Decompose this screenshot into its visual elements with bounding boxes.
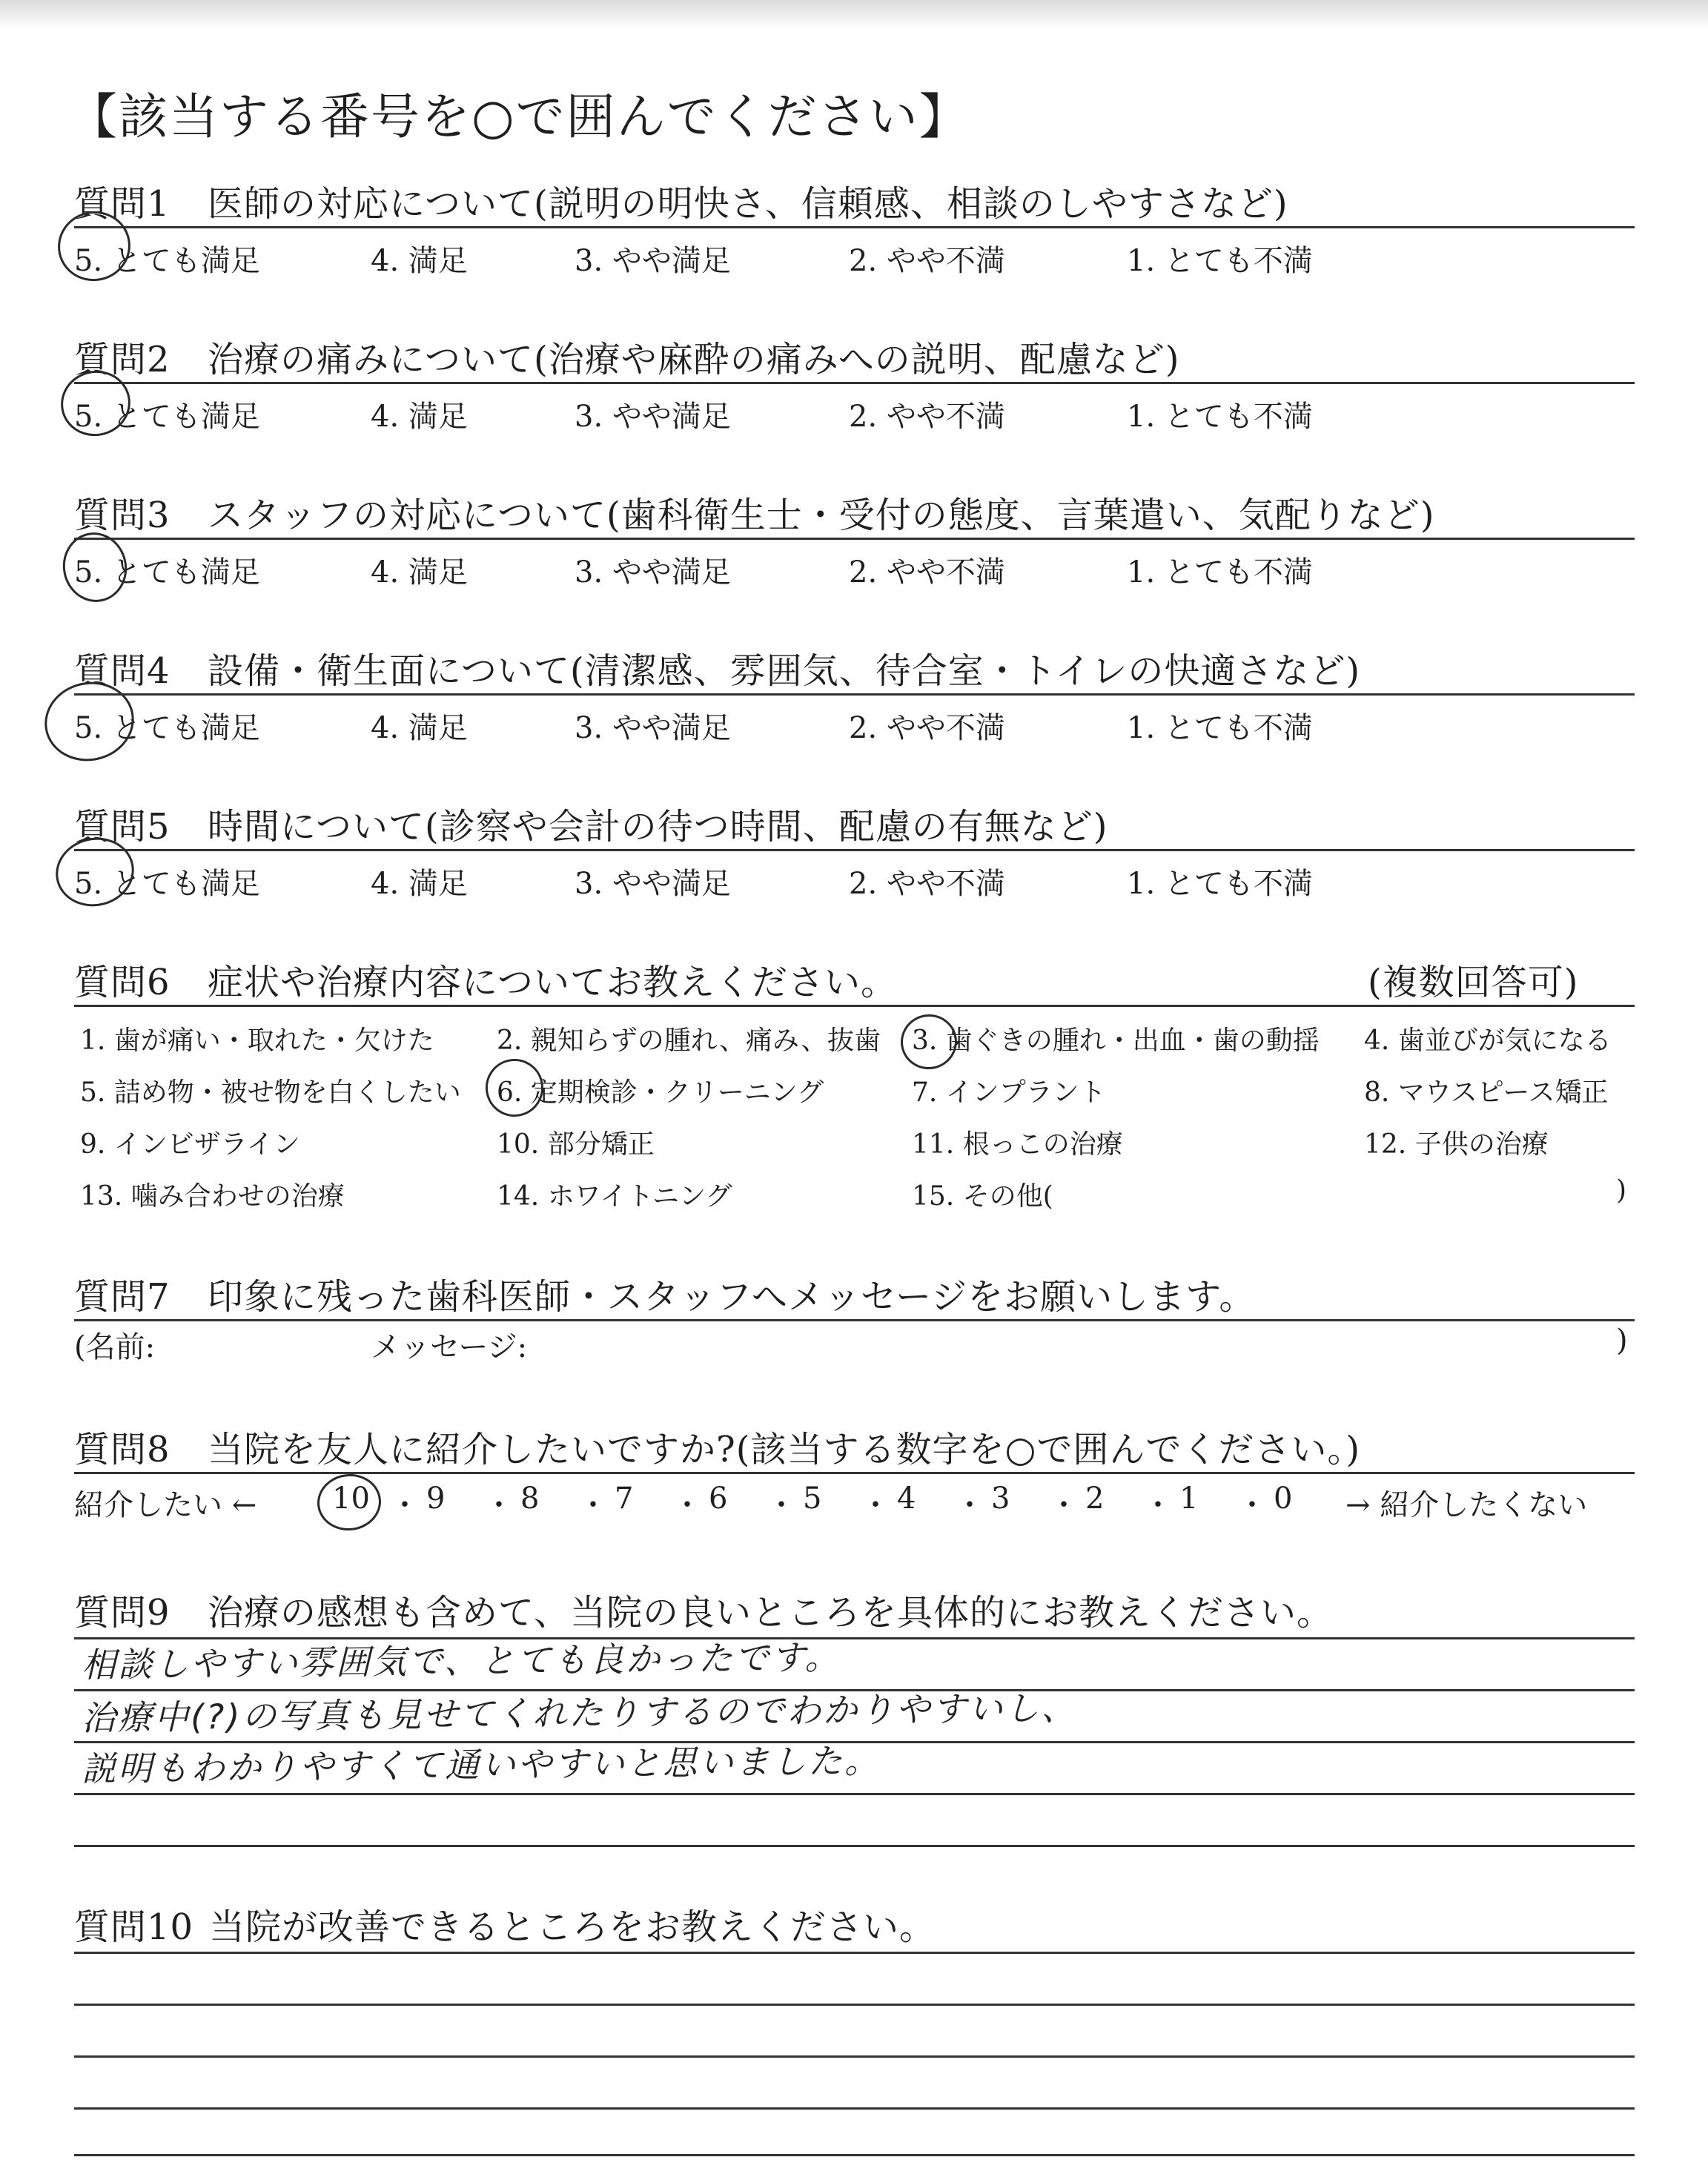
question-3-rule — [74, 538, 1635, 540]
message-label: メッセージ: — [371, 1330, 528, 1364]
question-6-note: (複数回答可) — [1368, 962, 1579, 1003]
question-7-text: 印象に残った歯科医師・スタッフへメッセージをお願いします。 — [208, 1276, 1256, 1318]
q3-option-5[interactable]: 5. とても満足 — [74, 555, 260, 589]
q9-answer-line-1: 相談しやすい雰囲気で、とても良かったです。 — [81, 1636, 841, 1685]
scale-value-8[interactable]: 8 — [520, 1482, 540, 1516]
scale-value-7[interactable]: 7 — [615, 1482, 634, 1516]
treatment-item[interactable]: 15. その他( — [912, 1181, 1053, 1212]
scale-separator-dot: ・ — [767, 1488, 796, 1522]
q3-option-4[interactable]: 4. 満足 — [371, 555, 468, 589]
scale-value-10[interactable]: 10 — [332, 1482, 370, 1516]
treatment-item[interactable]: 11. 根っこの治療 — [912, 1129, 1123, 1160]
q1-option-3[interactable]: 3. やや満足 — [575, 244, 731, 278]
scale-separator-dot: ・ — [1237, 1488, 1267, 1522]
scale-separator-dot: ・ — [484, 1488, 514, 1522]
q10-answer-rule — [74, 1952, 1635, 1954]
treatment-item[interactable]: 7. インプラント — [912, 1077, 1106, 1108]
form-title: 【該当する番号を○で囲んでください】 — [68, 88, 970, 145]
q1-option-2[interactable]: 2. やや不満 — [849, 244, 1005, 278]
scale-value-1[interactable]: 1 — [1179, 1482, 1199, 1516]
q1-option-1[interactable]: 1. とても不満 — [1127, 244, 1313, 278]
question-5-label: 質問5 — [74, 806, 171, 848]
treatment-item[interactable]: 2. 親知らずの腫れ、痛み、抜歯 — [497, 1025, 881, 1056]
q4-option-3[interactable]: 3. やや満足 — [575, 711, 731, 745]
treatment-item[interactable]: 13. 噛み合わせの治療 — [80, 1181, 345, 1212]
scale-separator-dot: ・ — [1143, 1488, 1173, 1522]
scale-separator-dot: ・ — [672, 1488, 702, 1522]
question-9-text: 治療の感想も含めて、当院の良いところを具体的にお教えください。 — [208, 1592, 1334, 1634]
question-10-text: 当院が改善できるところをお教えください。 — [209, 1906, 936, 1948]
q10-answer-rule — [74, 2055, 1635, 2058]
treatment-item[interactable]: 14. ホワイトニング — [497, 1181, 732, 1212]
q9-answer-line-3: 説明もわかりやすくて通いやすいと思いました。 — [81, 1740, 881, 1789]
question-8-label: 質問8 — [74, 1429, 171, 1470]
question-3-label: 質問3 — [74, 495, 171, 536]
question-5-rule — [74, 849, 1635, 851]
q9-answer-rule — [74, 1845, 1635, 1847]
q4-option-4[interactable]: 4. 満足 — [371, 711, 468, 745]
q9-answer-line-2: 治療中(?)の写真も見せてくれたりするのでわかりやすいし、 — [81, 1687, 1078, 1739]
q10-answer-rule — [74, 2107, 1635, 2110]
q10-answer-rule — [74, 2154, 1635, 2156]
scale-right-label: → 紹介したくない — [1345, 1488, 1588, 1522]
message-close-paren: ) — [1616, 1324, 1628, 1358]
treatment-item[interactable]: 10. 部分矯正 — [497, 1129, 655, 1160]
treatment-item[interactable]: 8. マウスピース矯正 — [1364, 1077, 1609, 1108]
scale-value-9[interactable]: 9 — [426, 1482, 446, 1516]
question-7-label: 質問7 — [74, 1276, 171, 1318]
q2-option-3[interactable]: 3. やや満足 — [575, 400, 731, 434]
treatment-item[interactable]: 5. 詰め物・被せ物を白くしたい — [80, 1077, 461, 1108]
q3-option-2[interactable]: 2. やや不満 — [849, 555, 1005, 589]
q5-option-2[interactable]: 2. やや不満 — [849, 867, 1005, 901]
question-6-label: 質問6 — [74, 962, 171, 1003]
question-6-text: 症状や治療内容についてお教えください。 — [208, 962, 898, 1003]
question-9-label: 質問9 — [74, 1592, 171, 1634]
q2-option-4[interactable]: 4. 満足 — [371, 400, 468, 434]
question-2-text: 治療の痛みについて(治療や麻酔の痛みへの説明、配慮など) — [208, 339, 1180, 380]
q5-option-5[interactable]: 5. とても満足 — [74, 867, 260, 901]
question-5-text: 時間について(診察や会計の待つ時間、配慮の有無など) — [208, 806, 1108, 848]
scale-value-6[interactable]: 6 — [709, 1482, 728, 1516]
q1-option-4[interactable]: 4. 満足 — [371, 244, 468, 278]
scale-selection-circle — [314, 1471, 383, 1534]
question-2-label: 質問2 — [74, 339, 171, 380]
question-8-rule — [74, 1472, 1635, 1474]
question-4-text: 設備・衛生面について(清潔感、雰囲気、待合室・トイレの快適さなど) — [208, 650, 1361, 692]
scan-top-edge — [0, 0, 1708, 30]
treatment-item[interactable]: 12. 子供の治療 — [1364, 1129, 1549, 1160]
q4-option-1[interactable]: 1. とても不満 — [1127, 711, 1313, 745]
q5-option-4[interactable]: 4. 満足 — [371, 867, 468, 901]
q9-answer-rule — [74, 1793, 1635, 1795]
question-4-rule — [74, 693, 1635, 696]
q3-option-3[interactable]: 3. やや満足 — [575, 555, 731, 589]
other-close-paren: ) — [1616, 1175, 1627, 1206]
q5-option-3[interactable]: 3. やや満足 — [575, 867, 731, 901]
scale-value-4[interactable]: 4 — [897, 1482, 916, 1516]
treatment-6-selection-circle — [480, 1054, 549, 1123]
question-3-text: スタッフの対応について(歯科衛生士・受付の態度、言葉遣い、気配りなど) — [208, 495, 1435, 536]
treatment-item[interactable]: 1. 歯が痛い・取れた・欠けた — [80, 1025, 434, 1056]
q2-option-5[interactable]: 5. とても満足 — [74, 400, 260, 434]
question-1-label: 質問1 — [74, 183, 171, 225]
q5-option-1[interactable]: 1. とても不満 — [1127, 867, 1313, 901]
q4-option-2[interactable]: 2. やや不満 — [849, 711, 1005, 745]
scale-separator-dot: ・ — [955, 1488, 984, 1522]
question-6-rule — [74, 1005, 1635, 1007]
scale-separator-dot: ・ — [861, 1488, 890, 1522]
scale-value-2[interactable]: 2 — [1085, 1482, 1105, 1516]
q1-option-5[interactable]: 5. とても満足 — [74, 244, 260, 278]
question-7-rule — [74, 1319, 1635, 1321]
scale-separator-dot: ・ — [578, 1488, 608, 1522]
q3-option-1[interactable]: 1. とても不満 — [1127, 555, 1313, 589]
q2-option-2[interactable]: 2. やや不満 — [849, 400, 1005, 434]
question-2-rule — [74, 382, 1635, 384]
question-10-label: 質問10 — [74, 1906, 194, 1948]
treatment-item[interactable]: 6. 定期検診・クリーニング — [497, 1077, 824, 1108]
scale-value-3[interactable]: 3 — [991, 1482, 1010, 1516]
scale-separator-dot: ・ — [1049, 1488, 1079, 1522]
q2-option-1[interactable]: 1. とても不満 — [1127, 400, 1313, 434]
scale-value-0[interactable]: 0 — [1274, 1482, 1293, 1516]
q10-answer-rule — [74, 2004, 1635, 2006]
treatment-item[interactable]: 3. 歯ぐきの腫れ・出血・歯の動揺 — [912, 1025, 1320, 1056]
question-1-rule — [74, 226, 1635, 228]
question-4-label: 質問4 — [74, 650, 171, 692]
name-label: (名前: — [74, 1330, 156, 1364]
question-1-text: 医師の対応について(説明の明快さ、信頼感、相談のしやすさなど) — [208, 183, 1288, 225]
q4-option-5[interactable]: 5. とても満足 — [74, 711, 260, 745]
treatment-item[interactable]: 9. インビザライン — [80, 1129, 300, 1160]
scale-left-label: 紹介したい ← — [74, 1488, 257, 1522]
treatment-item[interactable]: 4. 歯並びが気になる — [1364, 1025, 1612, 1056]
scale-separator-dot: ・ — [390, 1488, 420, 1522]
scale-value-5[interactable]: 5 — [803, 1482, 822, 1516]
question-8-text: 当院を友人に紹介したいですか?(該当する数字を○で囲んでください。) — [208, 1429, 1361, 1470]
